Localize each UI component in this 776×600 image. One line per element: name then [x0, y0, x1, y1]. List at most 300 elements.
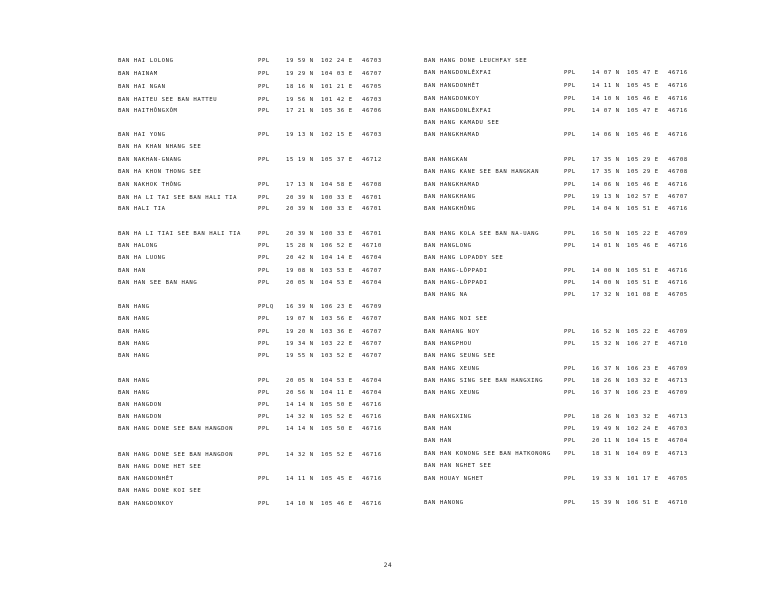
entry-code: 46701	[362, 206, 382, 212]
entry-type: PPL	[258, 501, 270, 507]
entry-type: PPL	[564, 182, 576, 188]
gazetteer-entry	[118, 167, 418, 177]
entry-longitude: 100 33 E	[321, 195, 353, 201]
entry-longitude: 101 17 E	[627, 476, 659, 482]
entry-type: PPL	[564, 194, 576, 200]
entry-longitude: 101 21 E	[321, 84, 353, 90]
entry-code: 46716	[668, 268, 688, 274]
entry-type: PPL	[564, 169, 576, 175]
entry-longitude: 105 29 E	[627, 157, 659, 163]
entry-type: PPL	[258, 71, 270, 77]
entry-code: 46703	[362, 132, 382, 138]
gazetteer-entry	[424, 461, 724, 471]
entry-type: PPL	[564, 341, 576, 347]
entry-latitude: 14 07 N	[592, 70, 620, 76]
entry-latitude: 17 21 N	[286, 108, 314, 114]
entry-latitude: 14 04 N	[592, 206, 620, 212]
entry-type: PPL	[564, 292, 576, 298]
gazetteer-entry	[424, 94, 724, 104]
entry-longitude: 105 51 E	[627, 206, 659, 212]
entry-type: PPL	[258, 255, 270, 261]
entry-code: 46716	[362, 414, 382, 420]
entry-code: 46710	[668, 500, 688, 506]
entry-latitude: 14 00 N	[592, 280, 620, 286]
entry-type: PPL	[564, 426, 576, 432]
entry-name: BAN HAITEU SEE BAN HATTEU	[118, 97, 218, 103]
entry-code: 46703	[362, 97, 382, 103]
entry-code: 46716	[668, 96, 688, 102]
entry-name: BAN HAI YONG	[118, 132, 166, 138]
gazetteer-entry	[424, 192, 724, 202]
entry-code: 46701	[362, 231, 382, 237]
gazetteer-entry	[424, 290, 724, 300]
entry-name: BAN HAN	[424, 438, 452, 444]
entry-type: PPL	[564, 243, 576, 249]
entry-name: BAN HANGKHÔNG	[424, 206, 476, 212]
entry-name: BAN HANGKHAMAD	[424, 182, 480, 188]
gazetteer-entry	[118, 180, 418, 190]
entry-type: PPL	[258, 476, 270, 482]
entry-code: 46710	[362, 243, 382, 249]
entry-longitude: 100 33 E	[321, 231, 353, 237]
entry-name: BAN HANGXING	[424, 414, 472, 420]
entry-name: BAN HANGDONKOY	[424, 96, 480, 102]
gazetteer-entry	[424, 167, 724, 177]
entry-type: PPL	[564, 500, 576, 506]
entry-name: BAN HANONG	[424, 500, 464, 506]
entry-type: PPL	[258, 280, 270, 286]
entry-latitude: 19 20 N	[286, 329, 314, 335]
entry-latitude: 19 34 N	[286, 341, 314, 347]
gazetteer-entry	[424, 449, 724, 459]
entry-type: PPL	[564, 132, 576, 138]
entry-longitude: 105 37 E	[321, 157, 353, 163]
entry-type: PPL	[258, 108, 270, 114]
entry-longitude: 103 32 E	[627, 378, 659, 384]
entry-longitude: 104 53 E	[321, 378, 353, 384]
gazetteer-entry	[424, 241, 724, 251]
entry-longitude: 105 29 E	[627, 169, 659, 175]
entry-longitude: 106 51 E	[627, 500, 659, 506]
entry-name: BAN HOUAY NGHET	[424, 476, 484, 482]
gazetteer-entry	[424, 388, 724, 398]
entry-longitude: 104 15 E	[627, 438, 659, 444]
entry-latitude: 16 39 N	[286, 304, 314, 310]
entry-latitude: 14 14 N	[286, 402, 314, 408]
gazetteer-entry	[424, 474, 724, 484]
entry-code: 46705	[362, 84, 382, 90]
entry-name: BAN NAKHAN-GNANG	[118, 157, 182, 163]
entry-code: 46708	[668, 169, 688, 175]
entry-longitude: 105 52 E	[321, 452, 353, 458]
entry-code: 46704	[362, 390, 382, 396]
entry-type: PPL	[564, 83, 576, 89]
entry-latitude: 16 50 N	[592, 231, 620, 237]
entry-longitude: 106 23 E	[627, 390, 659, 396]
entry-name: BAN HALONG	[118, 243, 158, 249]
entry-longitude: 105 47 E	[627, 108, 659, 114]
entry-latitude: 16 37 N	[592, 366, 620, 372]
entry-name: BAN HANG NA	[424, 292, 468, 298]
entry-latitude: 19 08 N	[286, 268, 314, 274]
entry-longitude: 106 27 E	[627, 341, 659, 347]
entry-type: PPL	[258, 58, 270, 64]
gazetteer-entry	[118, 95, 418, 105]
entry-code: 46716	[362, 476, 382, 482]
entry-name: BAN HANG SEUNG SEE	[424, 353, 496, 359]
entry-latitude: 20 11 N	[592, 438, 620, 444]
entry-latitude: 19 49 N	[592, 426, 620, 432]
entry-longitude: 105 52 E	[321, 414, 353, 420]
gazetteer-entry	[118, 302, 418, 312]
entry-latitude: 17 35 N	[592, 157, 620, 163]
entry-type: PPL	[258, 426, 270, 432]
entry-type: PPL	[564, 70, 576, 76]
gazetteer-entry	[118, 241, 418, 251]
gazetteer-entry	[424, 364, 724, 374]
entry-longitude: 105 22 E	[627, 231, 659, 237]
entry-longitude: 101 08 E	[627, 292, 659, 298]
entry-longitude: 105 36 E	[321, 108, 353, 114]
gazetteer-entry	[118, 474, 418, 484]
entry-name: BAN NAKHOK THÔNG	[118, 182, 182, 188]
entry-type: PPL	[258, 84, 270, 90]
entry-name: BAN HANGKAN	[424, 157, 468, 163]
entry-latitude: 20 05 N	[286, 378, 314, 384]
entry-code: 46704	[668, 438, 688, 444]
entry-longitude: 103 32 E	[627, 414, 659, 420]
entry-latitude: 15 19 N	[286, 157, 314, 163]
gazetteer-entry	[118, 204, 418, 214]
entry-latitude: 19 55 N	[286, 353, 314, 359]
entry-code: 46716	[668, 83, 688, 89]
entry-longitude: 103 22 E	[321, 341, 353, 347]
entry-longitude: 102 24 E	[321, 58, 353, 64]
entry-latitude: 20 39 N	[286, 206, 314, 212]
entry-latitude: 20 39 N	[286, 231, 314, 237]
entry-longitude: 104 03 E	[321, 71, 353, 77]
entry-name: BAN HANGDONHÊT	[118, 476, 174, 482]
gazetteer-entry	[424, 278, 724, 288]
entry-name: BAN HANG	[118, 304, 150, 310]
entry-longitude: 102 15 E	[321, 132, 353, 138]
entry-longitude: 104 53 E	[321, 280, 353, 286]
gazetteer-entry	[118, 351, 418, 361]
entry-latitude: 19 13 N	[286, 132, 314, 138]
gazetteer-entry	[118, 130, 418, 140]
gazetteer-entry	[424, 106, 724, 116]
entry-code: 46707	[362, 71, 382, 77]
entry-latitude: 14 00 N	[592, 268, 620, 274]
entry-latitude: 14 01 N	[592, 243, 620, 249]
entry-longitude: 105 46 E	[627, 243, 659, 249]
entry-name: BAN HALI TIA	[118, 206, 166, 212]
entry-type: PPL	[258, 452, 270, 458]
gazetteer-entry	[118, 400, 418, 410]
entry-type: PPL	[564, 438, 576, 444]
entry-type: PPL	[258, 329, 270, 335]
entry-name: BAN HA LI TAI SEE BAN HALI TIA	[118, 195, 238, 201]
entry-name: BAN HAN NGHET SEE	[424, 463, 492, 469]
entry-name: BAN HANG DONE LEUCHFAY SEE	[424, 58, 528, 64]
gazetteer-entry	[424, 266, 724, 276]
entry-latitude: 16 52 N	[592, 329, 620, 335]
entry-code: 46703	[668, 426, 688, 432]
entry-name: BAN HAN SEE BAN HANG	[118, 280, 198, 286]
entry-code: 46716	[668, 280, 688, 286]
gazetteer-entry	[118, 376, 418, 386]
entry-code: 46703	[362, 58, 382, 64]
entry-latitude: 20 42 N	[286, 255, 314, 261]
gazetteer-entry	[424, 376, 724, 386]
entry-name: BAN HANG	[118, 390, 150, 396]
entry-code: 46707	[362, 353, 382, 359]
entry-code: 46713	[668, 378, 688, 384]
gazetteer-entry	[118, 499, 418, 509]
entry-type: PPLQ	[258, 304, 274, 310]
entry-latitude: 18 26 N	[592, 414, 620, 420]
entry-latitude: 18 26 N	[592, 378, 620, 384]
left-column	[118, 0, 418, 600]
entry-name: BAN HAI NGAN	[118, 84, 166, 90]
entry-name: BAN HANG-LÔPPADI	[424, 280, 488, 286]
entry-code: 46707	[362, 341, 382, 347]
entry-latitude: 19 33 N	[592, 476, 620, 482]
gazetteer-entry	[424, 130, 724, 140]
entry-type: PPL	[564, 366, 576, 372]
entry-code: 46716	[362, 501, 382, 507]
entry-name: BAN HANG-LÔPPADI	[424, 268, 488, 274]
entry-name: BAN HANG KAMADU SEE	[424, 120, 500, 126]
entry-type: PPL	[258, 378, 270, 384]
gazetteer-entry	[424, 327, 724, 337]
entry-latitude: 18 31 N	[592, 451, 620, 457]
entry-type: PPL	[564, 414, 576, 420]
gazetteer-entry	[118, 253, 418, 263]
entry-longitude: 102 57 E	[627, 194, 659, 200]
gazetteer-entry	[424, 253, 724, 263]
entry-latitude: 17 32 N	[592, 292, 620, 298]
entry-code: 46708	[362, 182, 382, 188]
gazetteer-entry	[424, 204, 724, 214]
entry-type: PPL	[258, 182, 270, 188]
entry-longitude: 105 22 E	[627, 329, 659, 335]
gazetteer-entry	[118, 327, 418, 337]
gazetteer-entry	[118, 229, 418, 239]
entry-code: 46707	[668, 194, 688, 200]
entry-code: 46716	[362, 402, 382, 408]
entry-longitude: 103 56 E	[321, 316, 353, 322]
entry-latitude: 19 56 N	[286, 97, 314, 103]
entry-name: BAN HANG XEUNG	[424, 366, 480, 372]
entry-name: BAN HA KHON THONG SEE	[118, 169, 202, 175]
entry-name: BAN HA LI TIAI SEE BAN HALI TIA	[118, 231, 241, 237]
entry-code: 46716	[668, 70, 688, 76]
entry-latitude: 15 32 N	[592, 341, 620, 347]
gazetteer-entry	[118, 314, 418, 324]
entry-name: BAN HANG KANE SEE BAN HANGKAN	[424, 169, 540, 175]
gazetteer-entry	[118, 339, 418, 349]
entry-latitude: 20 39 N	[286, 195, 314, 201]
entry-type: PPL	[258, 353, 270, 359]
gazetteer-entry	[118, 388, 418, 398]
entry-name: BAN HANGDON	[118, 402, 162, 408]
entry-latitude: 14 07 N	[592, 108, 620, 114]
gazetteer-entry	[118, 82, 418, 92]
gazetteer-entry	[118, 69, 418, 79]
entry-latitude: 14 06 N	[592, 132, 620, 138]
gazetteer-entry	[424, 81, 724, 91]
entry-latitude: 14 32 N	[286, 452, 314, 458]
entry-name: BAN HANG XEUNG	[424, 390, 480, 396]
entry-name: BAN HANGDONKOY	[118, 501, 174, 507]
entry-name: BAN HAN	[118, 268, 146, 274]
gazetteer-entry	[424, 412, 724, 422]
entry-longitude: 105 46 E	[627, 132, 659, 138]
entry-name: BAN HANG LOPADDY SEE	[424, 255, 504, 261]
entry-type: PPL	[258, 157, 270, 163]
entry-longitude: 104 14 E	[321, 255, 353, 261]
entry-code: 46709	[668, 366, 688, 372]
entry-type: PPL	[564, 231, 576, 237]
entry-type: PPL	[564, 157, 576, 163]
entry-code: 46707	[362, 268, 382, 274]
entry-longitude: 105 47 E	[627, 70, 659, 76]
entry-longitude: 103 52 E	[321, 353, 353, 359]
entry-name: BAN HANGDONHÊT	[424, 83, 480, 89]
gazetteer-entry	[118, 412, 418, 422]
entry-longitude: 105 46 E	[627, 96, 659, 102]
entry-latitude: 19 13 N	[592, 194, 620, 200]
entry-code: 46712	[362, 157, 382, 163]
entry-code: 46716	[362, 452, 382, 458]
entry-type: PPL	[258, 206, 270, 212]
entry-type: PPL	[258, 268, 270, 274]
entry-type: PPL	[258, 390, 270, 396]
entry-type: PPL	[564, 451, 576, 457]
entry-longitude: 105 45 E	[321, 476, 353, 482]
entry-name: BAN HAINAM	[118, 71, 158, 77]
gazetteer-entry	[424, 498, 724, 508]
entry-longitude: 104 09 E	[627, 451, 659, 457]
entry-code: 46705	[668, 476, 688, 482]
gazetteer-entry	[118, 450, 418, 460]
entry-type: PPL	[564, 378, 576, 384]
gazetteer-entry	[118, 486, 418, 496]
entry-name: BAN HANG	[118, 316, 150, 322]
entry-name: BAN HANGKHANG	[424, 194, 476, 200]
entry-latitude: 19 07 N	[286, 316, 314, 322]
gazetteer-entry	[424, 339, 724, 349]
entry-name: BAN HANG	[118, 378, 150, 384]
gazetteer-entry	[118, 424, 418, 434]
entry-longitude: 106 23 E	[321, 304, 353, 310]
entry-type: PPL	[258, 195, 270, 201]
entry-latitude: 14 14 N	[286, 426, 314, 432]
entry-code: 46716	[668, 182, 688, 188]
entry-type: PPL	[564, 268, 576, 274]
entry-latitude: 20 05 N	[286, 280, 314, 286]
gazetteer-entry	[424, 118, 724, 128]
entry-type: PPL	[258, 132, 270, 138]
gazetteer-entry	[118, 56, 418, 66]
entry-name: BAN HANGKHAMAD	[424, 132, 480, 138]
entry-latitude: 16 37 N	[592, 390, 620, 396]
entry-code: 46716	[668, 132, 688, 138]
entry-latitude: 20 56 N	[286, 390, 314, 396]
entry-code: 46709	[668, 231, 688, 237]
entry-latitude: 14 11 N	[592, 83, 620, 89]
entry-name: BAN HANG	[118, 329, 150, 335]
entry-name: BAN HANG KOLA SEE BAN NA-UANG	[424, 231, 540, 237]
entry-longitude: 105 50 E	[321, 426, 353, 432]
gazetteer-entry	[424, 229, 724, 239]
entry-name: BAN HAI LOLONG	[118, 58, 174, 64]
entry-longitude: 102 24 E	[627, 426, 659, 432]
gazetteer-entry	[424, 424, 724, 434]
entry-type: PPL	[258, 97, 270, 103]
entry-name: BAN HANGPHOU	[424, 341, 472, 347]
entry-code: 46709	[668, 329, 688, 335]
entry-code: 46716	[668, 243, 688, 249]
entry-name: BAN HANG	[118, 341, 150, 347]
entry-longitude: 106 52 E	[321, 243, 353, 249]
entry-latitude: 19 29 N	[286, 71, 314, 77]
entry-name: BAN HANG DONE SEE BAN HANGDON	[118, 426, 234, 432]
entry-type: PPL	[258, 341, 270, 347]
gazetteer-entry	[424, 155, 724, 165]
entry-type: PPL	[564, 329, 576, 335]
entry-longitude: 105 51 E	[627, 268, 659, 274]
entry-code: 46705	[668, 292, 688, 298]
gazetteer-entry	[118, 193, 418, 203]
entry-type: PPL	[564, 390, 576, 396]
entry-longitude: 105 51 E	[627, 280, 659, 286]
entry-type: PPL	[258, 316, 270, 322]
entry-type: PPL	[564, 280, 576, 286]
entry-type: PPL	[258, 414, 270, 420]
entry-latitude: 15 28 N	[286, 243, 314, 249]
entry-name: BAN NAHANG NOY	[424, 329, 480, 335]
entry-code: 46716	[668, 206, 688, 212]
entry-name: BAN HANGDONLÊXFAI	[424, 70, 492, 76]
entry-name: BAN HANG	[118, 353, 150, 359]
gazetteer-entry	[118, 266, 418, 276]
entry-name: BAN HANG SING SEE BAN HANGXING	[424, 378, 544, 384]
entry-code: 46708	[668, 157, 688, 163]
gazetteer-entry	[118, 142, 418, 152]
entry-longitude: 105 46 E	[321, 501, 353, 507]
gazetteer-entry	[118, 155, 418, 165]
entry-latitude: 14 11 N	[286, 476, 314, 482]
entry-name: BAN HANG NOI SEE	[424, 316, 488, 322]
entry-latitude: 19 59 N	[286, 58, 314, 64]
entry-code: 46704	[362, 255, 382, 261]
entry-longitude: 105 50 E	[321, 402, 353, 408]
entry-type: PPL	[564, 476, 576, 482]
entry-name: BAN HANG DONE KOI SEE	[118, 488, 202, 494]
page-number: 24	[383, 562, 393, 569]
entry-name: BAN HAITHÔNGXÔM	[118, 108, 178, 114]
entry-type: PPL	[258, 231, 270, 237]
entry-type: PPL	[564, 108, 576, 114]
right-column	[424, 0, 724, 600]
entry-code: 46704	[362, 280, 382, 286]
entry-latitude: 14 06 N	[592, 182, 620, 188]
entry-longitude: 103 36 E	[321, 329, 353, 335]
entry-code: 46707	[362, 329, 382, 335]
entry-code: 46713	[668, 414, 688, 420]
